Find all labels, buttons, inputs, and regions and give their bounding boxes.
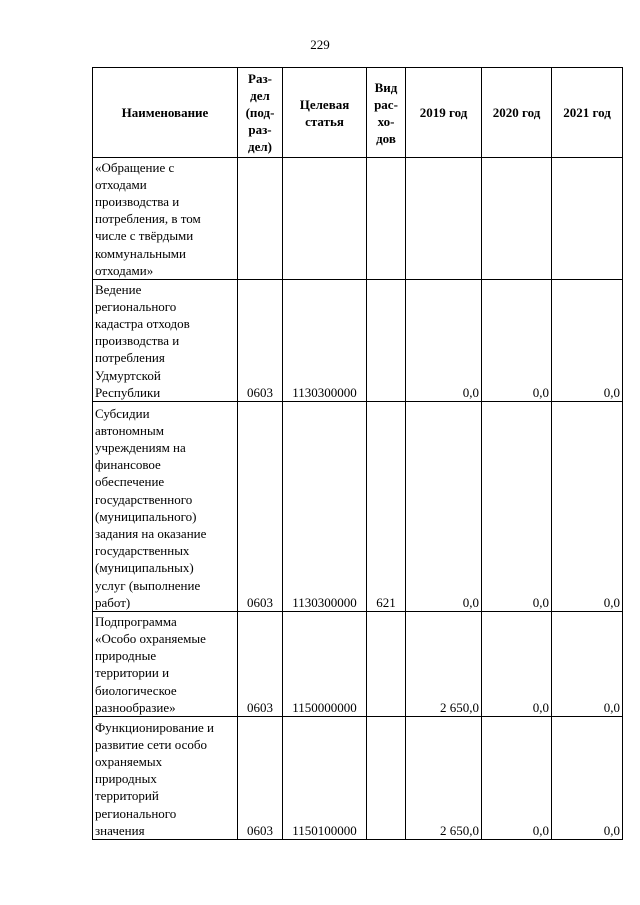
row-expense bbox=[367, 158, 406, 280]
row-target: 1150100000 bbox=[283, 717, 367, 840]
row-section: 0603 bbox=[238, 612, 283, 717]
row-name: Ведение регионального кадастра отходов производства и потребления Удмуртской Республики bbox=[93, 280, 238, 402]
row-target: 1130300000 bbox=[283, 280, 367, 402]
header-2020: 2020 год bbox=[482, 68, 552, 158]
row-2021: 0,0 bbox=[552, 612, 623, 717]
row-section: 0603 bbox=[238, 402, 283, 612]
row-2019 bbox=[406, 158, 482, 280]
row-name: Функционирование и развитие сети особо охраняемых природных территорий регионального значения bbox=[93, 717, 238, 840]
row-target: 1130300000 bbox=[283, 402, 367, 612]
row-2020: 0,0 bbox=[482, 717, 552, 840]
table-row bbox=[93, 158, 623, 280]
row-section: 0603 bbox=[238, 280, 283, 402]
row-section bbox=[238, 158, 283, 280]
row-expense bbox=[367, 717, 406, 840]
table-row bbox=[93, 280, 623, 402]
header-expense: Вид рас- хо- дов bbox=[367, 68, 406, 158]
header-name: Наименование bbox=[93, 68, 238, 158]
row-2019: 0,0 bbox=[406, 402, 482, 612]
row-2020: 0,0 bbox=[482, 402, 552, 612]
row-2020: 0,0 bbox=[482, 280, 552, 402]
header-2019: 2019 год bbox=[406, 68, 482, 158]
table-row bbox=[93, 612, 623, 717]
row-target: 1150000000 bbox=[283, 612, 367, 717]
row-2020 bbox=[482, 158, 552, 280]
row-2021: 0,0 bbox=[552, 280, 623, 402]
table-row bbox=[93, 717, 623, 840]
row-name: Подпрограмма «Особо охраняемые природные территории и биологическое разнообразие» bbox=[93, 612, 238, 717]
row-2021: 0,0 bbox=[552, 717, 623, 840]
row-2020: 0,0 bbox=[482, 612, 552, 717]
row-name: «Обращение с отходами производства и потребления, в том числе с твёрдыми коммунальными отходами» bbox=[93, 158, 238, 280]
row-2021 bbox=[552, 158, 623, 280]
row-expense bbox=[367, 612, 406, 717]
row-2019: 2 650,0 bbox=[406, 717, 482, 840]
row-2019: 0,0 bbox=[406, 280, 482, 402]
header-2021: 2021 год bbox=[552, 68, 623, 158]
table-row bbox=[93, 402, 623, 612]
page-number: 229 bbox=[310, 37, 330, 52]
row-2021: 0,0 bbox=[552, 402, 623, 612]
row-target bbox=[283, 158, 367, 280]
row-expense: 621 bbox=[367, 402, 406, 612]
row-expense bbox=[367, 280, 406, 402]
row-2019: 2 650,0 bbox=[406, 612, 482, 717]
header-section: Раз- дел (под- раз- дел) bbox=[238, 68, 283, 158]
row-name: Субсидии автономным учреждениям на финансовое обеспечение государственного (муниципального) задания на оказание государственных (муниципальных) услуг (выполнение работ) bbox=[93, 402, 238, 612]
header-row bbox=[93, 68, 623, 158]
row-section: 0603 bbox=[238, 717, 283, 840]
header-target: Целевая статья bbox=[283, 68, 367, 158]
budget-table bbox=[92, 67, 623, 840]
